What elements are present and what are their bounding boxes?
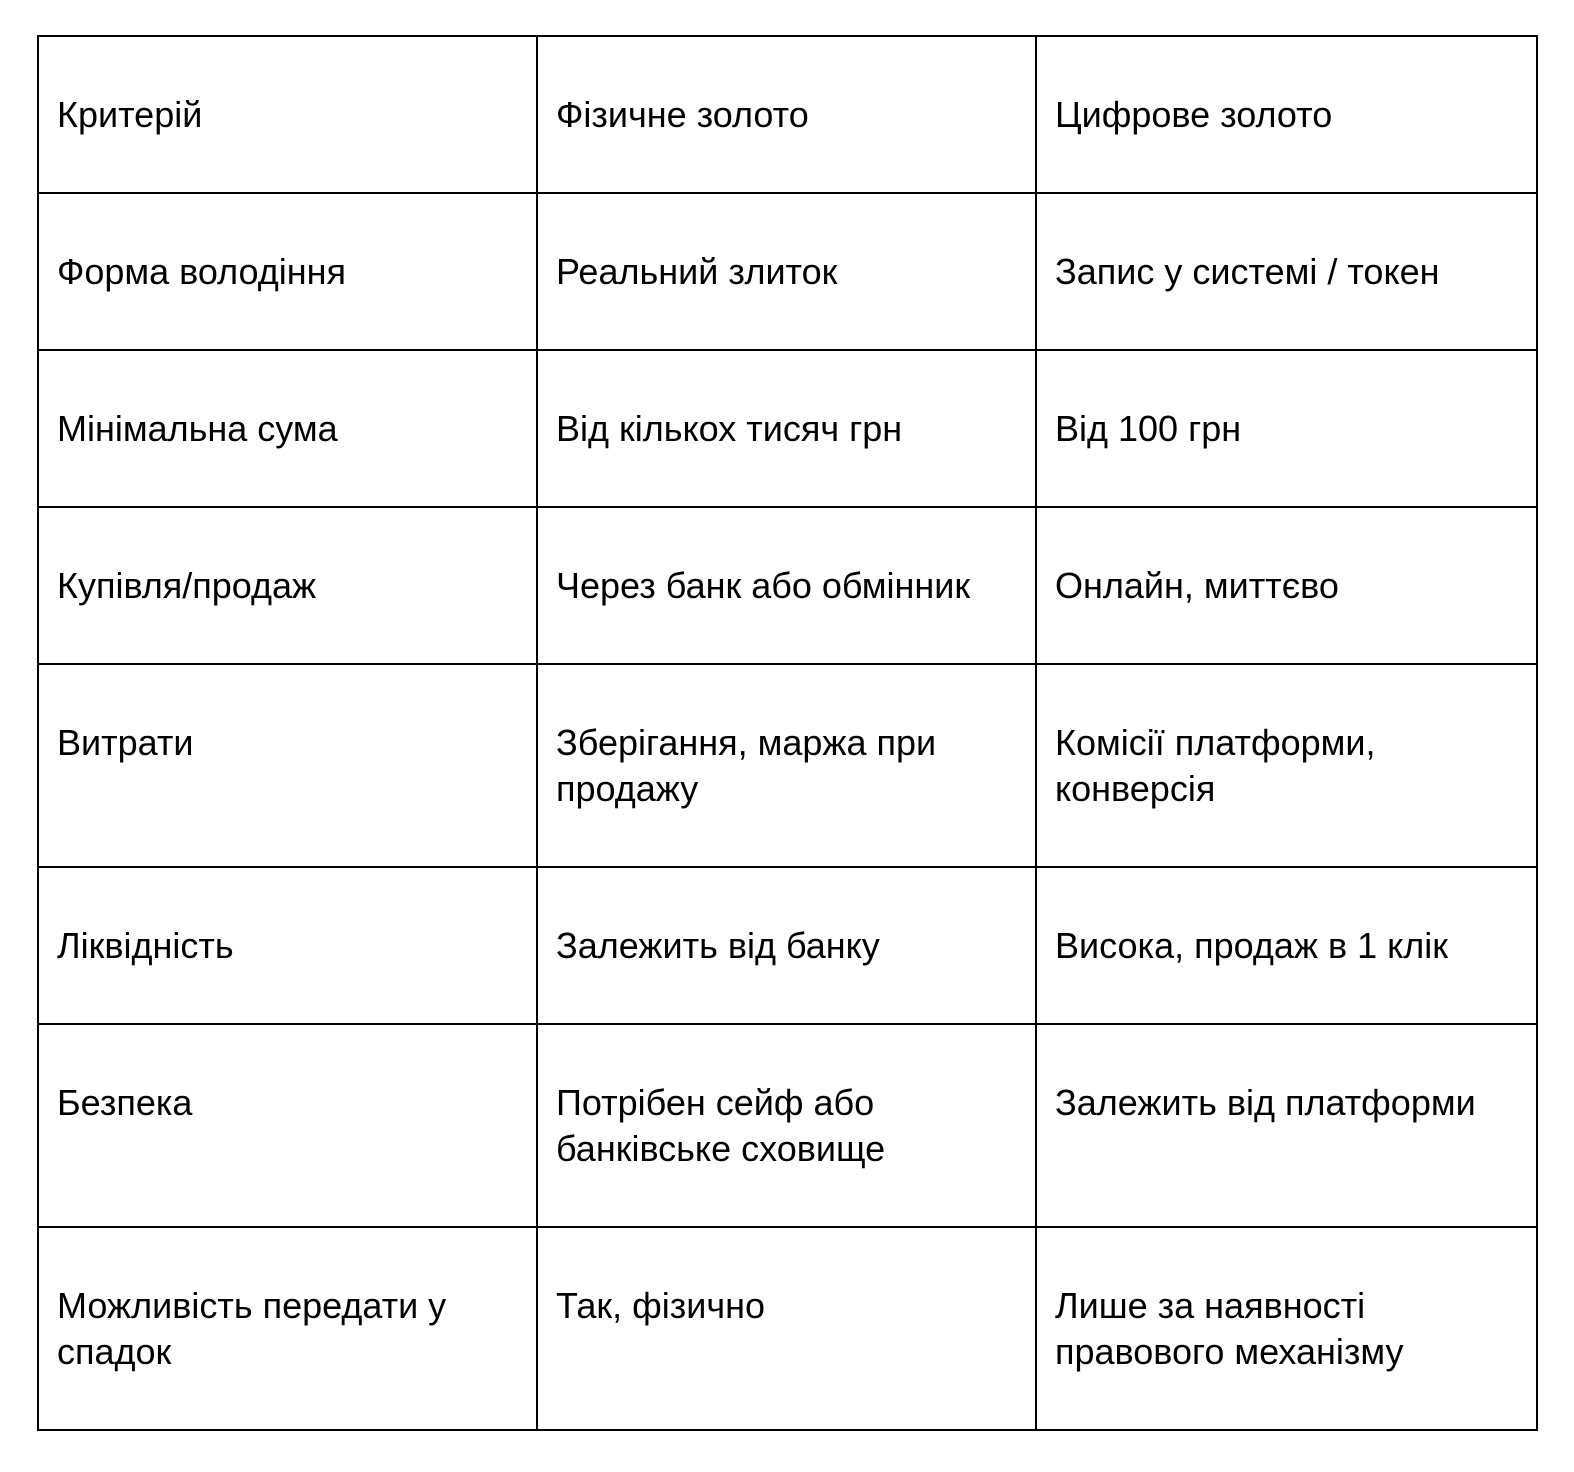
table-row xyxy=(38,1227,1537,1430)
cell-text: Купівля/продаж xyxy=(57,564,317,606)
table-cell xyxy=(537,507,1036,664)
cell-text: Залежить від банку xyxy=(556,924,880,966)
cell-text: Від 100 грн xyxy=(1055,407,1242,449)
header-cell-digital-gold xyxy=(1036,36,1537,193)
table-cell xyxy=(1036,664,1537,867)
cell-text: Цифрове золото xyxy=(1055,93,1333,135)
cell-text: Критерій xyxy=(57,93,203,135)
table-row xyxy=(38,193,1537,350)
cell-text: Форма володіння xyxy=(57,250,347,292)
table-cell xyxy=(537,1227,1036,1430)
cell-text: Ліквідність xyxy=(57,924,234,966)
table-cell xyxy=(537,350,1036,507)
table-cell xyxy=(537,664,1036,867)
header-cell-physical-gold xyxy=(537,36,1036,193)
table-cell xyxy=(1036,193,1537,350)
table-row xyxy=(38,350,1537,507)
table-cell xyxy=(1036,867,1537,1024)
table-cell xyxy=(537,1024,1036,1227)
cell-text: Запис у системі / токен xyxy=(1055,250,1440,292)
cell-text: Можливість передати у спадок xyxy=(57,1285,447,1372)
table-header-row xyxy=(38,36,1537,193)
cell-text: Від кількох тисяч грн xyxy=(556,407,903,449)
cell-text: Фізичне золото xyxy=(556,93,809,135)
table-cell xyxy=(1036,507,1537,664)
cell-text: Зберігання, маржа при продажу xyxy=(556,722,937,809)
cell-text: Комісії платформи, конверсія xyxy=(1055,722,1376,809)
table-cell xyxy=(1036,350,1537,507)
comparison-table-container xyxy=(37,35,1538,1431)
table-cell xyxy=(537,867,1036,1024)
cell-text: Онлайн, миттєво xyxy=(1055,564,1339,606)
table-cell xyxy=(38,1227,537,1430)
table-cell xyxy=(1036,1227,1537,1430)
table-row xyxy=(38,664,1537,867)
cell-text: Так, фізично xyxy=(556,1285,766,1326)
cell-text: Мінімальна сума xyxy=(57,407,338,449)
cell-text: Висока, продаж в 1 клік xyxy=(1055,924,1449,966)
table-cell xyxy=(38,507,537,664)
cell-text: Реальний злиток xyxy=(556,250,838,292)
table-cell xyxy=(537,193,1036,350)
table-row xyxy=(38,507,1537,664)
table-cell xyxy=(38,350,537,507)
table-cell xyxy=(1036,1024,1537,1227)
cell-text: Залежить від платформи xyxy=(1055,1082,1476,1123)
table-cell xyxy=(38,193,537,350)
header-cell-criterion xyxy=(38,36,537,193)
table-row xyxy=(38,1024,1537,1227)
cell-text: Витрати xyxy=(57,722,194,763)
table-cell xyxy=(38,1024,537,1227)
cell-text: Через банк або обмінник xyxy=(556,564,971,606)
table-cell xyxy=(38,867,537,1024)
comparison-table xyxy=(37,35,1538,1431)
cell-text: Безпека xyxy=(57,1082,193,1123)
table-row xyxy=(38,867,1537,1024)
cell-text: Потрібен сейф або банківське сховище xyxy=(556,1082,886,1169)
cell-text: Лише за наявності правового механізму xyxy=(1055,1285,1404,1372)
table-cell xyxy=(38,664,537,867)
